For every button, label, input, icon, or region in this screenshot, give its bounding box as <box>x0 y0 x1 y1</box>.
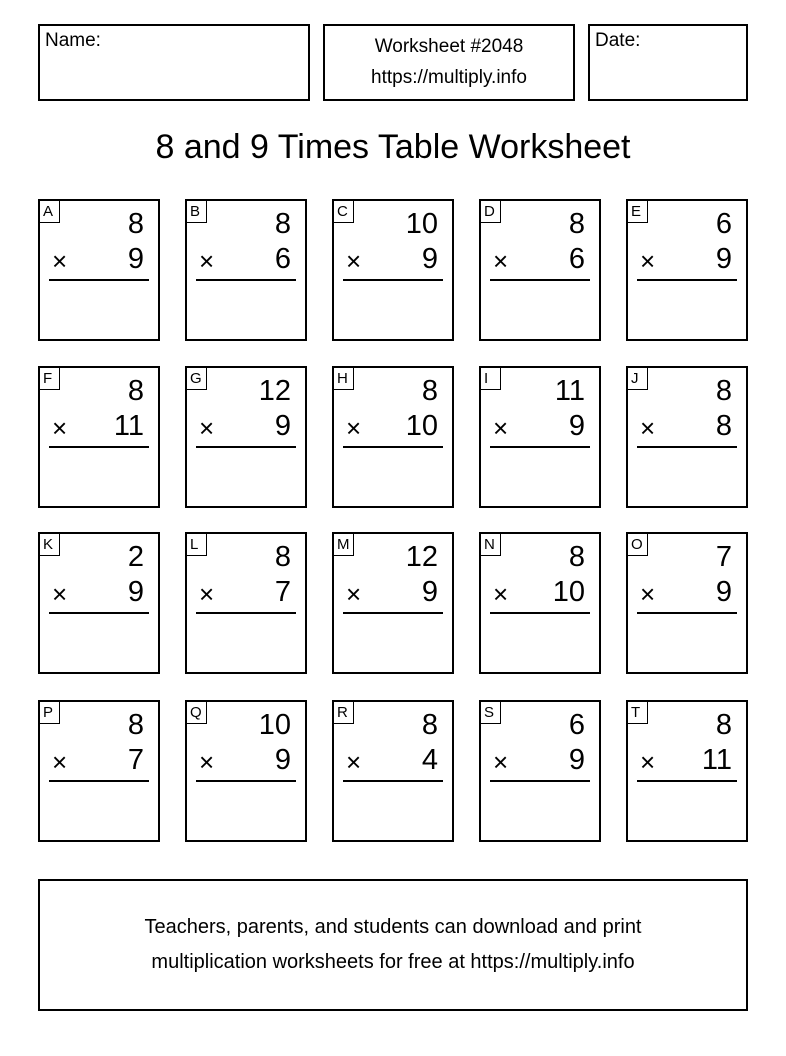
problem-letter: H <box>334 368 354 390</box>
multiplicand: 10 <box>258 709 291 741</box>
problem-letter: C <box>334 201 354 223</box>
problem-card <box>479 700 601 842</box>
answer-line <box>637 446 737 448</box>
footer-line-2: multiplication worksheets for free at https://multiply.info <box>151 951 635 973</box>
problem-card <box>332 366 454 508</box>
problem-card <box>332 532 454 674</box>
problem-letter: A <box>40 201 60 223</box>
answer-line <box>490 446 590 448</box>
problem-card <box>626 366 748 508</box>
times-sign: × <box>640 747 656 777</box>
multiplier: 9 <box>127 576 144 608</box>
problem-letter: Q <box>187 702 207 724</box>
problem-card <box>38 366 160 508</box>
answer-line <box>49 279 149 281</box>
multiplicand: 12 <box>258 375 291 407</box>
multiplier: 9 <box>715 243 732 275</box>
multiplicand: 8 <box>274 208 291 240</box>
answer-line <box>343 279 443 281</box>
problem-letter: N <box>481 534 501 556</box>
multiplicand: 8 <box>715 709 732 741</box>
multiplicand: 7 <box>715 541 732 573</box>
times-sign: × <box>346 747 362 777</box>
multiplier: 9 <box>421 243 438 275</box>
footer-line-1: Teachers, parents, and students can download and print <box>144 916 642 938</box>
multiplicand: 8 <box>127 375 144 407</box>
times-sign: × <box>346 246 362 276</box>
page-title: 8 and 9 Times Table Worksheet <box>155 128 631 166</box>
problem-letter: T <box>628 702 648 724</box>
problem-card <box>332 700 454 842</box>
answer-line <box>49 612 149 614</box>
footer-box <box>38 879 748 1011</box>
times-sign: × <box>52 579 68 609</box>
problem-card <box>185 700 307 842</box>
times-sign: × <box>640 246 656 276</box>
times-sign: × <box>52 413 68 443</box>
multiplier: 9 <box>568 744 585 776</box>
problem-card <box>626 199 748 341</box>
multiplicand: 8 <box>274 541 291 573</box>
answer-line <box>196 780 296 782</box>
multiplicand: 8 <box>568 208 585 240</box>
answer-line <box>637 279 737 281</box>
multiplicand: 8 <box>421 709 438 741</box>
multiplier: 9 <box>715 576 732 608</box>
answer-line <box>196 612 296 614</box>
problem-card <box>38 700 160 842</box>
answer-line <box>637 612 737 614</box>
times-sign: × <box>199 747 215 777</box>
problem-letter: M <box>334 534 354 556</box>
times-sign: × <box>52 246 68 276</box>
answer-line <box>637 780 737 782</box>
problem-letter: D <box>481 201 501 223</box>
multiplicand: 8 <box>127 208 144 240</box>
answer-line <box>343 780 443 782</box>
problem-card <box>185 532 307 674</box>
answer-line <box>343 446 443 448</box>
problem-card <box>185 199 307 341</box>
multiplier: 7 <box>127 744 144 776</box>
multiplier: 9 <box>274 410 291 442</box>
multiplier: 9 <box>421 576 438 608</box>
answer-line <box>343 612 443 614</box>
times-sign: × <box>346 413 362 443</box>
worksheet-number: Worksheet #2048 <box>374 36 524 57</box>
problem-card <box>626 700 748 842</box>
answer-line <box>490 780 590 782</box>
multiplicand: 8 <box>715 375 732 407</box>
multiplier: 8 <box>715 410 732 442</box>
problem-letter: J <box>628 368 648 390</box>
problem-letter: S <box>481 702 501 724</box>
times-sign: × <box>346 579 362 609</box>
problem-letter: K <box>40 534 60 556</box>
times-sign: × <box>199 246 215 276</box>
problem-card <box>479 199 601 341</box>
date-label: Date: <box>595 30 641 51</box>
problem-card <box>479 532 601 674</box>
times-sign: × <box>640 579 656 609</box>
multiplier: 7 <box>274 576 291 608</box>
multiplier: 9 <box>274 744 291 776</box>
worksheet-url: https://multiply.info <box>371 67 527 88</box>
problem-card <box>626 532 748 674</box>
multiplicand: 8 <box>421 375 438 407</box>
answer-line <box>196 279 296 281</box>
times-sign: × <box>199 413 215 443</box>
problem-letter: E <box>628 201 648 223</box>
problem-letter: B <box>187 201 207 223</box>
worksheet-info-box <box>323 24 575 101</box>
problem-letter: G <box>187 368 207 390</box>
times-sign: × <box>493 413 509 443</box>
answer-line <box>196 446 296 448</box>
answer-line <box>49 446 149 448</box>
multiplier: 9 <box>127 243 144 275</box>
times-sign: × <box>199 579 215 609</box>
multiplicand: 11 <box>554 375 585 407</box>
problem-letter: O <box>628 534 648 556</box>
multiplier: 11 <box>701 744 732 776</box>
date-field-box <box>588 24 748 101</box>
problem-letter: L <box>187 534 207 556</box>
times-sign: × <box>493 246 509 276</box>
multiplicand: 6 <box>568 709 585 741</box>
answer-line <box>490 279 590 281</box>
multiplicand: 2 <box>127 541 144 573</box>
multiplier: 10 <box>552 576 585 608</box>
problem-card <box>38 532 160 674</box>
multiplier: 9 <box>568 410 585 442</box>
problem-letter: I <box>481 368 501 390</box>
multiplicand: 8 <box>568 541 585 573</box>
problem-letter: R <box>334 702 354 724</box>
name-label: Name: <box>45 30 101 51</box>
multiplicand: 8 <box>127 709 144 741</box>
multiplicand: 10 <box>405 208 438 240</box>
times-sign: × <box>493 747 509 777</box>
multiplicand: 12 <box>405 541 438 573</box>
problem-letter: P <box>40 702 60 724</box>
multiplier: 10 <box>405 410 438 442</box>
times-sign: × <box>640 413 656 443</box>
problem-letter: F <box>40 368 60 390</box>
multiplier: 6 <box>568 243 585 275</box>
multiplicand: 6 <box>715 208 732 240</box>
problem-card <box>38 199 160 341</box>
answer-line <box>49 780 149 782</box>
problem-card <box>479 366 601 508</box>
problem-card <box>332 199 454 341</box>
answer-line <box>490 612 590 614</box>
multiplier: 4 <box>421 744 438 776</box>
multiplier: 6 <box>274 243 291 275</box>
problem-card <box>185 366 307 508</box>
times-sign: × <box>493 579 509 609</box>
name-field-box <box>38 24 310 101</box>
multiplier: 11 <box>113 410 144 442</box>
times-sign: × <box>52 747 68 777</box>
